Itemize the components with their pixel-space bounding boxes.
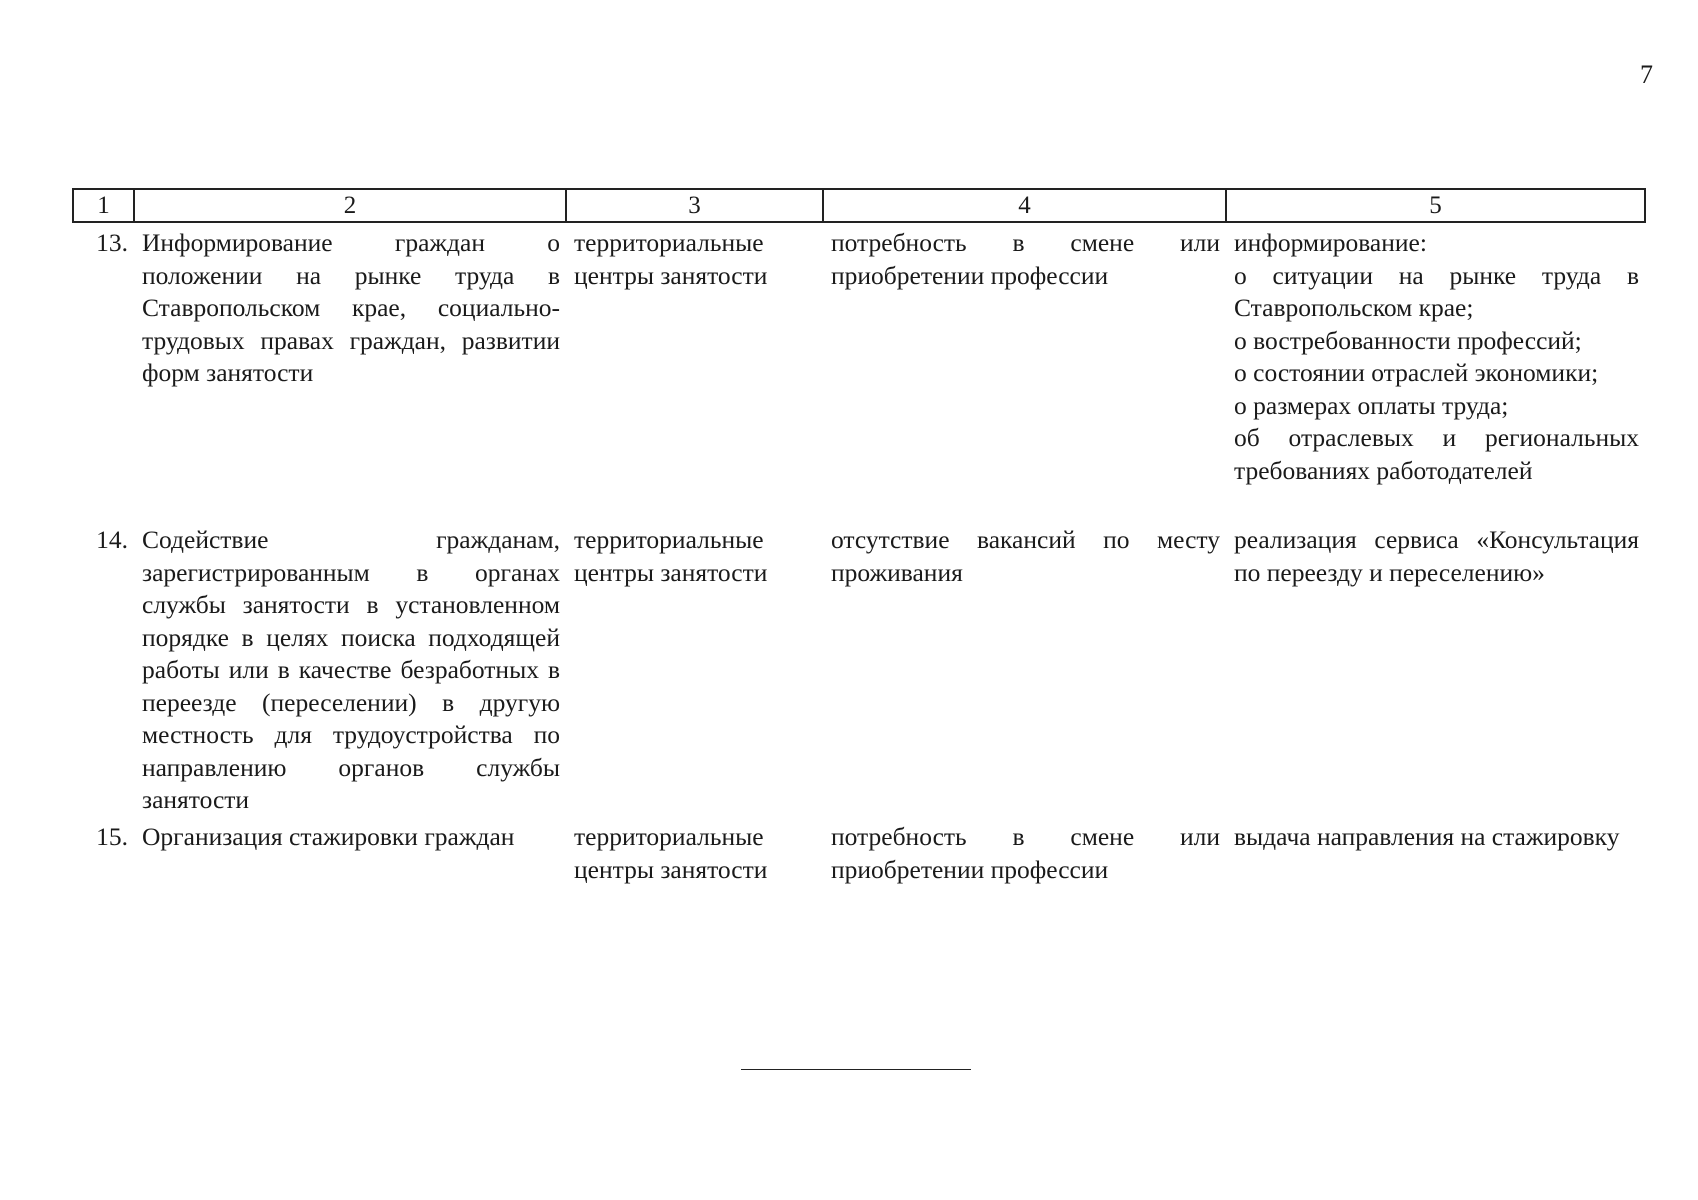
result-description bbox=[1226, 817, 1645, 901]
services-table bbox=[72, 188, 1646, 901]
result-line: реализация сервиса «Консультация по переезду и переселению» bbox=[1234, 525, 1639, 587]
row-number: 15. bbox=[96, 822, 128, 851]
result-line: о состоянии отраслей экономики; bbox=[1234, 358, 1599, 387]
need-description: потребность в смене или приобретении профессии bbox=[831, 228, 1220, 290]
result-line: о размерах оплаты труда; bbox=[1234, 390, 1509, 420]
result-line: выдача направления на стажировку bbox=[1234, 822, 1620, 851]
result-description bbox=[1226, 222, 1645, 520]
row-number: 13. bbox=[96, 228, 128, 257]
table-row bbox=[73, 520, 1645, 817]
executor: территориальные центры занятости bbox=[574, 525, 768, 587]
table-header bbox=[73, 189, 1645, 222]
result-description bbox=[1226, 520, 1645, 817]
service-name: Информирование граждан о положении на рынке труда в Ставропольском крае, социально-трудовых правах граждан, развитии форм занятости bbox=[142, 228, 560, 387]
service-name: Содействие гражданам, зарегистрированным в органах службы занятости в установленном порядке в целях поиска подходящей работы или в качестве безработных в переезде (переселении) в другую местность для трудоустройства по направлению органов службы занятости bbox=[142, 525, 560, 814]
row-number: 14. bbox=[96, 525, 128, 554]
header-col-4: 4 bbox=[823, 189, 1226, 222]
result-line: информирование: bbox=[1234, 228, 1427, 257]
executor: территориальные центры занятости bbox=[574, 822, 768, 884]
need-description: отсутствие вакансий по месту проживания bbox=[831, 525, 1220, 587]
service-name: Организация стажировки граждан bbox=[142, 822, 515, 851]
header-col-3: 3 bbox=[566, 189, 823, 222]
end-divider-line bbox=[741, 1069, 971, 1070]
table-row bbox=[73, 222, 1645, 520]
result-line: об отраслевых и региональных требованиях работодателей bbox=[1234, 423, 1639, 485]
executor: территориальные центры занятости bbox=[574, 228, 768, 290]
header-col-2: 2 bbox=[134, 189, 566, 222]
page-number: 7 bbox=[1640, 60, 1653, 89]
need-description: потребность в смене или приобретении профессии bbox=[831, 822, 1220, 884]
header-row bbox=[73, 189, 1645, 222]
result-line: о востребованности профессий; bbox=[1234, 325, 1582, 355]
header-col-1: 1 bbox=[73, 189, 134, 222]
header-col-5: 5 bbox=[1226, 189, 1645, 222]
table-row bbox=[73, 817, 1645, 901]
result-line: о ситуации на рынке труда в Ставропольском крае; bbox=[1234, 260, 1639, 322]
